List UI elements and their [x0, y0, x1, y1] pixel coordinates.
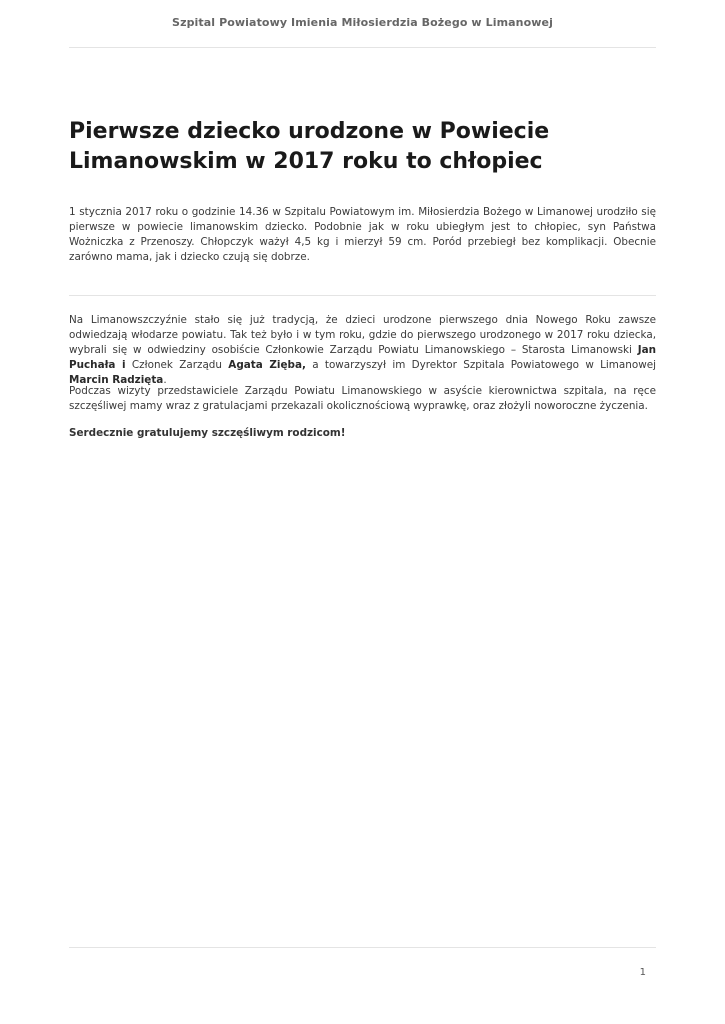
article-congratulations: Serdecznie gratulujemy szczęśliwym rodzicom!	[69, 427, 346, 439]
article-paragraph-visit	[69, 313, 656, 388]
paragraph-text: Członek Zarządu	[125, 359, 229, 371]
name-starosta: Jan Puchała i	[69, 344, 656, 371]
name-board-member: Agata Zięba,	[228, 359, 306, 371]
section-divider	[69, 295, 656, 296]
page-number: 1	[639, 967, 646, 978]
name-director: Marcin Radzięta	[69, 374, 164, 386]
header-divider	[69, 47, 656, 48]
article-title: Pierwsze dziecko urodzone w Powiecie Limanowskim w 2017 roku to chłopiec	[69, 119, 550, 174]
article-paragraph-gifts: Podczas wizyty przedstawiciele Zarządu Powiatu Limanowskiego w asyście kierownictwa szpitala, na ręce szczęśliwej mamy wraz z gratulacjami przekazali okolicznościową wyprawkę, oraz złożyli noworoczne życzenia.	[69, 385, 656, 412]
footer-divider	[69, 947, 656, 948]
paragraph-text: Na Limanowszczyźnie stało się już tradycją, że dzieci urodzone pierwszego dnia Nowego Roku zawsze odwiedzają włodarze powiatu. Tak też było i w tym roku, gdzie do pierwszego urodzonego w 2017 roku dziecka, wybrali się w odwiedziny osobiście Członkowie Zarządu Powiatu Limanowskiego – Starosta Limanowski	[69, 314, 656, 356]
paragraph-text: a towarzyszył im Dyrektor Szpitala Powiatowego w Limanowej	[305, 359, 656, 371]
article-intro: 1 stycznia 2017 roku o godzinie 14.36 w Szpitalu Powiatowym im. Miłosierdzia Bożego w Limanowej urodziło się pierwsze w powiecie limanowskim dziecko. Podobnie jak w roku ubiegłym jest to chłopiec, syn Państwa Wożniczka z Przenoszy. Chłopczyk ważył 4,5 kg i mierzył 59 cm. Poród przebiegł bez komplikacji. Obecnie zarówno mama, jak i dziecko czują się dobrze.	[69, 206, 656, 263]
site-header-title: Szpital Powiatowy Imienia Miłosierdzia Bożego w Limanowej	[172, 16, 553, 29]
paragraph-text: .	[163, 374, 167, 386]
